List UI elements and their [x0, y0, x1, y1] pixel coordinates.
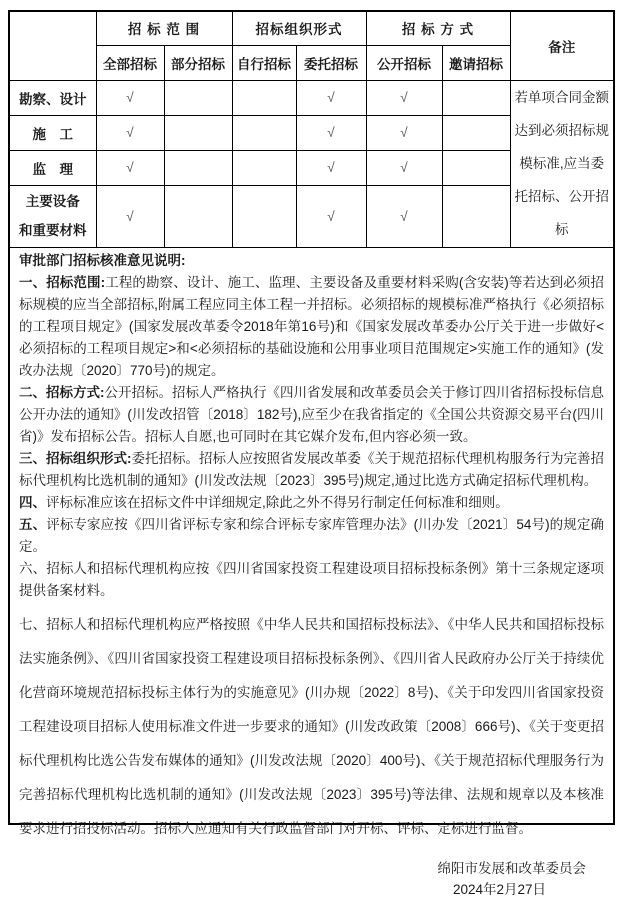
signature-block	[19, 858, 604, 900]
note-item-6	[19, 558, 604, 602]
note-item-5-lead: 五、	[19, 516, 47, 532]
row-label-equipment-materials	[10, 185, 96, 247]
check-cell	[164, 115, 232, 150]
check-cell: √	[96, 115, 164, 150]
check-cell: √	[296, 115, 366, 150]
note-item-1-lead: 一、招标范围:	[19, 274, 106, 290]
notes-title: 审批部门招标核准意见说明:	[19, 252, 186, 268]
note-item-7-text: 七、招标人和招标代理机构应严格按照《中华人民共和国招标投标法》、《中华人民共和国招标投标法实施条例》、《四川省国家投资工程建设项目招标投标条例》、《四川省人民政府办公厅关于持续优化营商环境规范招标投标主体行为的实施意见》(川办规〔2022〕8号)、《关于印发四川省国家投资工程建设项目招标人使用标准文件进一步要求的通知》(川发改政策〔2008〕666号)、《关于变更招标代理机构比选公告发布媒体的通知》(川发改法规〔2020〕400号)、《关于规范招标代理服务行为完善招标代理机构比选机制的通知》(川发改法规〔2023〕395号)等法律、法规和规章以及本核准要求进行招投标活动。招标人应通知有关行政监督部门对开标、评标、定标进行监督。	[19, 616, 604, 836]
note-item-4-lead: 四、	[19, 494, 46, 510]
signature-date: 2024年2月27日	[452, 881, 546, 897]
check-cell: √	[96, 80, 164, 115]
note-item-3	[19, 448, 604, 492]
check-cell	[442, 150, 510, 185]
check-cell	[164, 80, 232, 115]
sub-header-open-bid: 公开招标	[366, 45, 442, 80]
check-cell: √	[296, 150, 366, 185]
check-cell	[232, 185, 296, 247]
group-header-organization: 招标组织形式	[232, 12, 366, 45]
check-cell: √	[96, 185, 164, 247]
note-item-2-text: 公开招标。招标人严格执行《四川省发展和改革委员会关于修订四川省招标投标信息公开办法的通知》(川发改招管〔2018〕182号),应至少在我省指定的《全国公共资源交易平台(四川省)》发布招标公告。招标人自愿,也可同时在其它媒介发布,但内容必须一致。	[19, 384, 604, 444]
note-item-7	[19, 608, 604, 846]
row-label-construction: 施 工	[10, 115, 96, 150]
signature-organization: 绵阳市发展和改革委员会	[437, 860, 586, 876]
check-cell	[164, 185, 232, 247]
note-item-3-text: 委托招标。招标人应按照省发展改革委《关于规范招标代理机构服务行为完善招标代理机构比选机制的通知》(川发改法规〔2023〕395号)规定,通过比选方式确定招标代理机构。	[19, 450, 604, 488]
row-label-line: 主要设备	[25, 194, 80, 209]
note-item-4-text: 评标标准应该在招标文件中详细规定,除此之外不得另行制定任何标准和细则。	[46, 494, 509, 510]
check-cell	[442, 80, 510, 115]
sub-header-invited-bid: 邀请招标	[442, 45, 510, 80]
sub-header-entrusted-bid: 委托招标	[296, 45, 366, 80]
check-cell: √	[366, 115, 442, 150]
note-item-1	[19, 272, 604, 382]
row-label-line: 和重要材料	[19, 223, 87, 238]
row-label-supervision: 监 理	[10, 150, 96, 185]
corner-empty-cell	[10, 12, 96, 80]
remark-cell	[510, 80, 613, 247]
group-header-method: 招 标 方 式	[366, 12, 510, 45]
check-cell	[232, 115, 296, 150]
remark-text: 若单项合同金额达到必须招标规模标准,应当委托招标、公开招标	[514, 90, 610, 237]
header-row-groups	[10, 12, 613, 45]
check-cell	[164, 150, 232, 185]
note-item-6-text: 六、招标人和招标代理机构应按《四川省国家投资工程建设项目招标投标条例》第十三条规定逐项提供备案材料。	[19, 560, 604, 598]
check-cell: √	[96, 150, 164, 185]
check-cell	[442, 115, 510, 150]
bidding-approval-table	[10, 12, 613, 248]
note-item-4	[19, 492, 604, 514]
approval-notes-section	[10, 248, 613, 900]
approval-document	[8, 10, 615, 897]
note-item-1-text: 工程的勘察、设计、施工、监理、主要设备及重要材料采购(含安装)等若达到必须招标规模的应当全部招标,附属工程应同主体工程一并招标。必须招标的规模标准严格执行《必须招标的工程项目规定》(国家发展改革委令2018年第16号)和《国家发展改革委办公厅关于进一步做好<必须招标的工程项目规定>和<必须招标的基础设施和公用事业项目范围规定>实施工作的通知》(发改办法规〔2020〕770号)的规定。	[19, 274, 604, 378]
remark-header: 备注	[510, 12, 613, 80]
note-item-5-text: 评标专家应按《四川省评标专家和综合评标专家库管理办法》(川办发〔2021〕54号)的规定确定。	[19, 516, 604, 554]
sub-header-self-bid: 自行招标	[232, 45, 296, 80]
check-cell: √	[366, 150, 442, 185]
check-cell: √	[296, 185, 366, 247]
note-item-5	[19, 514, 604, 558]
check-cell: √	[296, 80, 366, 115]
check-cell	[442, 185, 510, 247]
check-cell	[232, 150, 296, 185]
row-label-survey-design: 勘察、设计	[10, 80, 96, 115]
check-cell: √	[366, 80, 442, 115]
sub-header-full-bid: 全部招标	[96, 45, 164, 80]
note-item-2-lead: 二、招标方式:	[19, 384, 105, 400]
group-header-scope: 招 标 范 围	[96, 12, 232, 45]
check-cell: √	[366, 185, 442, 247]
note-item-3-lead: 三、招标组织形式:	[19, 450, 132, 466]
check-cell	[232, 80, 296, 115]
note-item-2	[19, 382, 604, 448]
sub-header-partial-bid: 部分招标	[164, 45, 232, 80]
table-row	[10, 80, 613, 115]
